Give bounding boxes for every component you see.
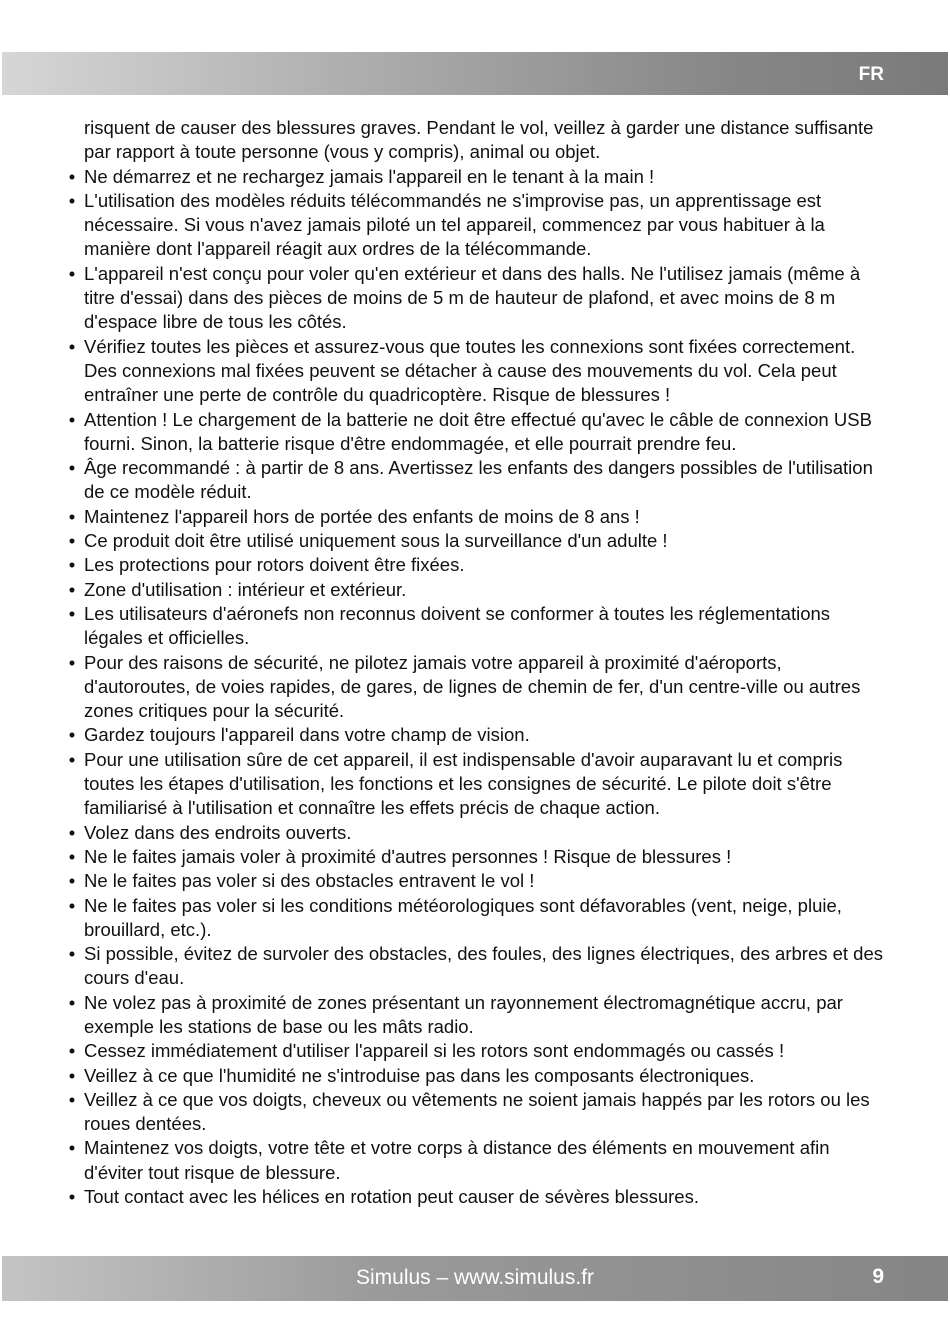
list-item [60, 165, 890, 189]
list-item-text: L'appareil n'est conçu pour voler qu'en extérieur et dans des halls. Ne l'utilisez jamais (même à titre d'essai) dans des pièces de moins de 5 m de hauteur de plafond, et avec moins de 8 m d'espace libre de tous les côtés. [84, 262, 861, 333]
list-item-text: Ne le faites pas voler si des obstacles entravent le vol ! [84, 870, 535, 892]
list-item [60, 1088, 890, 1137]
list-item-text: Ne volez pas à proximité de zones présentant un rayonnement électromagnétique accru, par exemple les stations de base ou les mâts radio. [84, 991, 843, 1037]
list-item-text: Ne le faites jamais voler à proximité d'autres personnes ! Risque de blessures ! [84, 845, 732, 867]
bullet-icon: • [68, 894, 76, 916]
list-item-text: Veillez à ce que l'humidité ne s'introduise pas dans les composants électroniques. [84, 1064, 755, 1086]
bullet-icon: • [68, 991, 76, 1013]
page-number: 9 [872, 1265, 884, 1288]
bullet-icon: • [68, 748, 76, 770]
language-label: FR [858, 64, 884, 85]
footer-website: Simulus – www.simulus.fr [355, 1266, 595, 1289]
list-item [60, 821, 890, 845]
list-item-text: Attention ! Le chargement de la batterie ne doit être effectué qu'avec le câble de connexion USB fourni. Sinon, la batterie risque d'être endommagée, et elle pourrait prendre feu. [84, 408, 872, 454]
list-item [60, 869, 890, 893]
list-item [60, 1185, 890, 1209]
list-item [60, 894, 890, 943]
list-item-text: Cessez immédiatement d'utiliser l'appareil si les rotors sont endommagés ou cassés ! [84, 1040, 785, 1062]
list-item [60, 1039, 890, 1063]
bullet-icon: • [68, 870, 76, 892]
list-item [60, 262, 890, 335]
list-item [60, 553, 890, 577]
list-item [60, 456, 890, 505]
bullet-icon: • [68, 1088, 76, 1110]
list-item [60, 578, 890, 602]
list-item-text: Zone d'utilisation : intérieur et extérieur. [84, 578, 407, 600]
list-item-text: Gardez toujours l'appareil dans votre champ de vision. [84, 724, 530, 746]
bullet-icon: • [68, 262, 76, 284]
list-item [60, 335, 890, 408]
bullet-icon: • [68, 724, 76, 746]
list-item [60, 189, 890, 262]
list-item-text: Les protections pour rotors doivent être fixées. [84, 554, 465, 576]
list-item-text: Pour des raisons de sécurité, ne pilotez jamais votre appareil à proximité d'aéroports, d'autoroutes, de voies rapides, de gares, de lignes de chemin de fer, d'un centre-ville ou autres zones critiques pour la sécurité. [84, 651, 861, 722]
list-item-text: Veillez à ce que vos doigts, cheveux ou vêtements ne soient jamais happés par les rotors ou les roues dentées. [84, 1088, 870, 1135]
header-bar [2, 52, 948, 95]
bullet-icon: • [68, 505, 76, 527]
bullet-icon: • [68, 1137, 76, 1159]
list-item-text: Ne démarrez et ne rechargez jamais l'appareil en le tenant à la main ! [84, 165, 655, 187]
list-item [60, 748, 890, 821]
list-item [60, 991, 890, 1040]
list-item-text: Les utilisateurs d'aéronefs non reconnus doivent se conformer à toutes les réglementations légales et officielles. [84, 602, 831, 649]
bullet-icon: • [68, 165, 76, 187]
list-item [60, 651, 890, 724]
bullet-icon: • [68, 1040, 76, 1062]
bullet-icon: • [68, 554, 76, 576]
list-item-text: Maintenez vos doigts, votre tête et votre corps à distance des éléments en mouvement afin d'éviter tout risque de blessure. [84, 1137, 830, 1183]
list-item [60, 845, 890, 869]
list-item [60, 602, 890, 651]
list-item-text: L'utilisation des modèles réduits télécommandés ne s'improvise pas, un apprentissage est nécessaire. Si vous n'avez jamais piloté un tel appareil, commencez par vous habituer à la manière dont l'appareil réagit aux ordres de la télécommande. [84, 189, 825, 260]
list-item-text: Si possible, évitez de survoler des obstacles, des foules, des lignes électriques, des arbres et des cours d'eau. [84, 943, 884, 989]
list-item-text: Âge recommandé : à partir de 8 ans. Avertissez les enfants des dangers possibles de l'utilisation de ce modèle réduit. [84, 457, 873, 503]
instruction-list [60, 165, 890, 1210]
list-item [60, 723, 890, 747]
continuation-paragraph: risquent de causer des blessures graves. Pendant le vol, veillez à garder une distance suffisante par rapport à toute personne (vous y compris), animal ou objet. [84, 117, 874, 163]
list-item-text: Ce produit doit être utilisé uniquement sous la surveillance d'un adulte ! [84, 530, 668, 552]
list-item-text: Vérifiez toutes les pièces et assurez-vous que toutes les connexions sont fixées correctement. Des connexions mal fixées peuvent se détacher à cause des mouvements du vol. Cela peut entraîner une perte de contrôle du quadricoptère. Risque de blessures ! [84, 335, 856, 406]
bullet-icon: • [68, 602, 76, 624]
safety-instructions [60, 116, 890, 1209]
list-item [60, 505, 890, 529]
list-item [60, 1136, 890, 1185]
list-item [60, 529, 890, 553]
bullet-icon: • [68, 821, 76, 843]
bullet-icon: • [68, 1186, 76, 1208]
bullet-icon: • [68, 457, 76, 479]
list-item [60, 1064, 890, 1088]
list-item [60, 408, 890, 457]
list-item-text: Ne le faites pas voler si les conditions météorologiques sont défavorables (vent, neige, pluie, brouillard, etc.). [84, 894, 842, 940]
bullet-icon: • [68, 530, 76, 552]
bullet-icon: • [68, 408, 76, 430]
bullet-icon: • [68, 651, 76, 673]
list-item-text: Volez dans des endroits ouverts. [84, 821, 352, 843]
footer-bar [2, 1256, 948, 1301]
list-item-text: Maintenez l'appareil hors de portée des enfants de moins de 8 ans ! [84, 505, 640, 527]
bullet-icon: • [68, 189, 76, 211]
list-item [60, 942, 890, 991]
bullet-icon: • [68, 845, 76, 867]
bullet-icon: • [68, 1064, 76, 1086]
bullet-icon: • [68, 578, 76, 600]
bullet-icon: • [68, 943, 76, 965]
list-item-text: Tout contact avec les hélices en rotation peut causer de sévères blessures. [84, 1186, 699, 1208]
bullet-icon: • [68, 335, 76, 357]
list-item-text: Pour une utilisation sûre de cet appareil, il est indispensable d'avoir auparavant lu et compris toutes les étapes d'utilisation, les fonctions et les consignes de sécurité. Le pilote doit s'être familiarisé à l'utilisation et connaître les effets précis de chaque action. [84, 748, 843, 819]
